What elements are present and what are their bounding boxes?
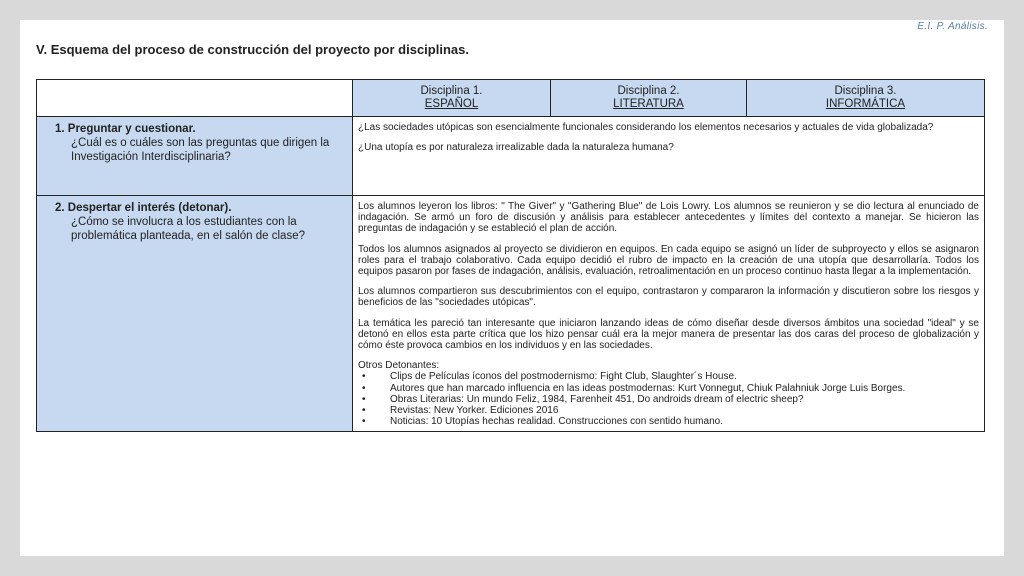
discipline-schema-table (36, 79, 985, 432)
list-item-text: Obras Literarias: Un mundo Feliz, 1984, Farenheit 451, Do androids dream of electric sheep? (390, 393, 804, 405)
discipline-3-name: INFORMÁTICA (825, 98, 906, 110)
stage-2-content (353, 196, 985, 432)
stage-1-cell (37, 117, 353, 196)
stage-2-cell (37, 196, 353, 432)
stage-2-row (37, 196, 985, 432)
discipline-1-header (353, 80, 551, 117)
bullet-icon: • (362, 405, 366, 417)
bullet-icon: • (362, 382, 366, 394)
discipline-1-name: ESPAÑOL (424, 98, 479, 110)
other-triggers (358, 360, 979, 427)
document-title: V. Esquema del proceso de construcción del proyecto por disciplinas. (36, 42, 469, 57)
list-item (362, 371, 979, 382)
list-item-text: Noticias: 10 Utopías hechas realidad. Construcciones con sentido humano. (390, 416, 723, 428)
discipline-2-label: Disciplina 2. (617, 85, 680, 97)
stage-1-row (37, 117, 985, 196)
list-item-text: Clips de Películas íconos del postmodernismo: Fight Club, Slaughter´s House. (390, 371, 737, 383)
other-triggers-title: Otros Detonantes: (358, 360, 440, 372)
stage-2-paragraph-1: Los alumnos leyeron los libros: " The Giver" y "Gathering Blue" de Lois Lowry. Los alumnos se reunieron y se dio lectura al enunciado de indagación. Se armó un foro de discusión y análisis para establecer antecedentes y límites del contexto a manejar. Se hicieron las preguntas de indagación y se estableció el plan de acción. (358, 201, 979, 235)
stage-2-paragraph-4: La temática les pareció tan interesante que iniciaron lanzando ideas de cómo diseñar desde diversos ámbitos una sociedad "ideal" y se detonó en ellos esta parte crítica que los hizo pensar cuál era la mejor manera de presentar las dos caras del proceso de globalización y cómo éste provoca cambios en los individuos y en las sociedades. (358, 317, 979, 352)
list-item-text: Revistas: New Yorker. Ediciones 2016 (390, 405, 559, 417)
stage-2-title: 2. Despertar el interés (detonar). (55, 202, 232, 214)
discipline-2-header (551, 80, 747, 117)
list-item (362, 416, 979, 427)
slide (20, 20, 1004, 556)
stage-2-question: ¿Cómo se involucra a los estudiantes con la problemática planteada, en el salón de clase? (71, 216, 305, 242)
list-item (362, 405, 979, 416)
stage-1-title: 1. Preguntar y cuestionar. (55, 123, 196, 135)
list-item-text: Autores que han marcado influencia en las ideas postmodernas: Kurt Vonnegut, Chiuk Palahniuk Jorge Luis Borges. (390, 382, 906, 394)
stage-2-paragraph-3: Los alumnos compartieron sus descubrimientos con el equipo, contrastaron y compararon la información y discutieron sobre los riesgos y beneficios de las "sociedades utópicas". (358, 286, 979, 309)
discipline-1-label: Disciplina 1. (420, 85, 483, 97)
stage-1-paragraph-2: ¿Una utopía es por naturaleza irrealizable dada la naturaleza humana? (358, 142, 674, 154)
bullet-icon: • (362, 393, 366, 405)
header-tag: E.I. P. Análisis. (917, 21, 988, 32)
stage-2-paragraph-2: Todos los alumnos asignados al proyecto se dividieron en equipos. En cada equipo se asignó un líder de subproyecto y ellos se asignaron roles para el trabajo colaborativo. Cada equipo decidió el rubro de impacto en la creación de una utopía que desarrollaría. Todos los equipos pasaron por fases de indagación, análisis, evaluación, retroalimentación en un proceso continuo hasta llegar a la implementación. (358, 243, 979, 278)
bullet-icon: • (362, 416, 366, 428)
stage-1-paragraph-1: ¿Las sociedades utópicas son esencialmente funcionales considerando los elementos necesarios y actuales de vida globalizada? (358, 122, 934, 133)
discipline-2-name: LITERATURA (613, 98, 684, 110)
list-item (362, 394, 979, 405)
discipline-3-label: Disciplina 3. (834, 85, 897, 97)
table-header-row (37, 80, 985, 117)
stage-1-question: ¿Cuál es o cuáles son las preguntas que dirigen la Investigación Interdisciplinaria? (71, 137, 330, 163)
stage-1-content (353, 117, 985, 196)
other-triggers-list (358, 371, 979, 427)
list-item (362, 383, 979, 394)
bullet-icon: • (362, 371, 366, 383)
discipline-3-header (747, 80, 985, 117)
header-corner-cell (37, 80, 353, 117)
